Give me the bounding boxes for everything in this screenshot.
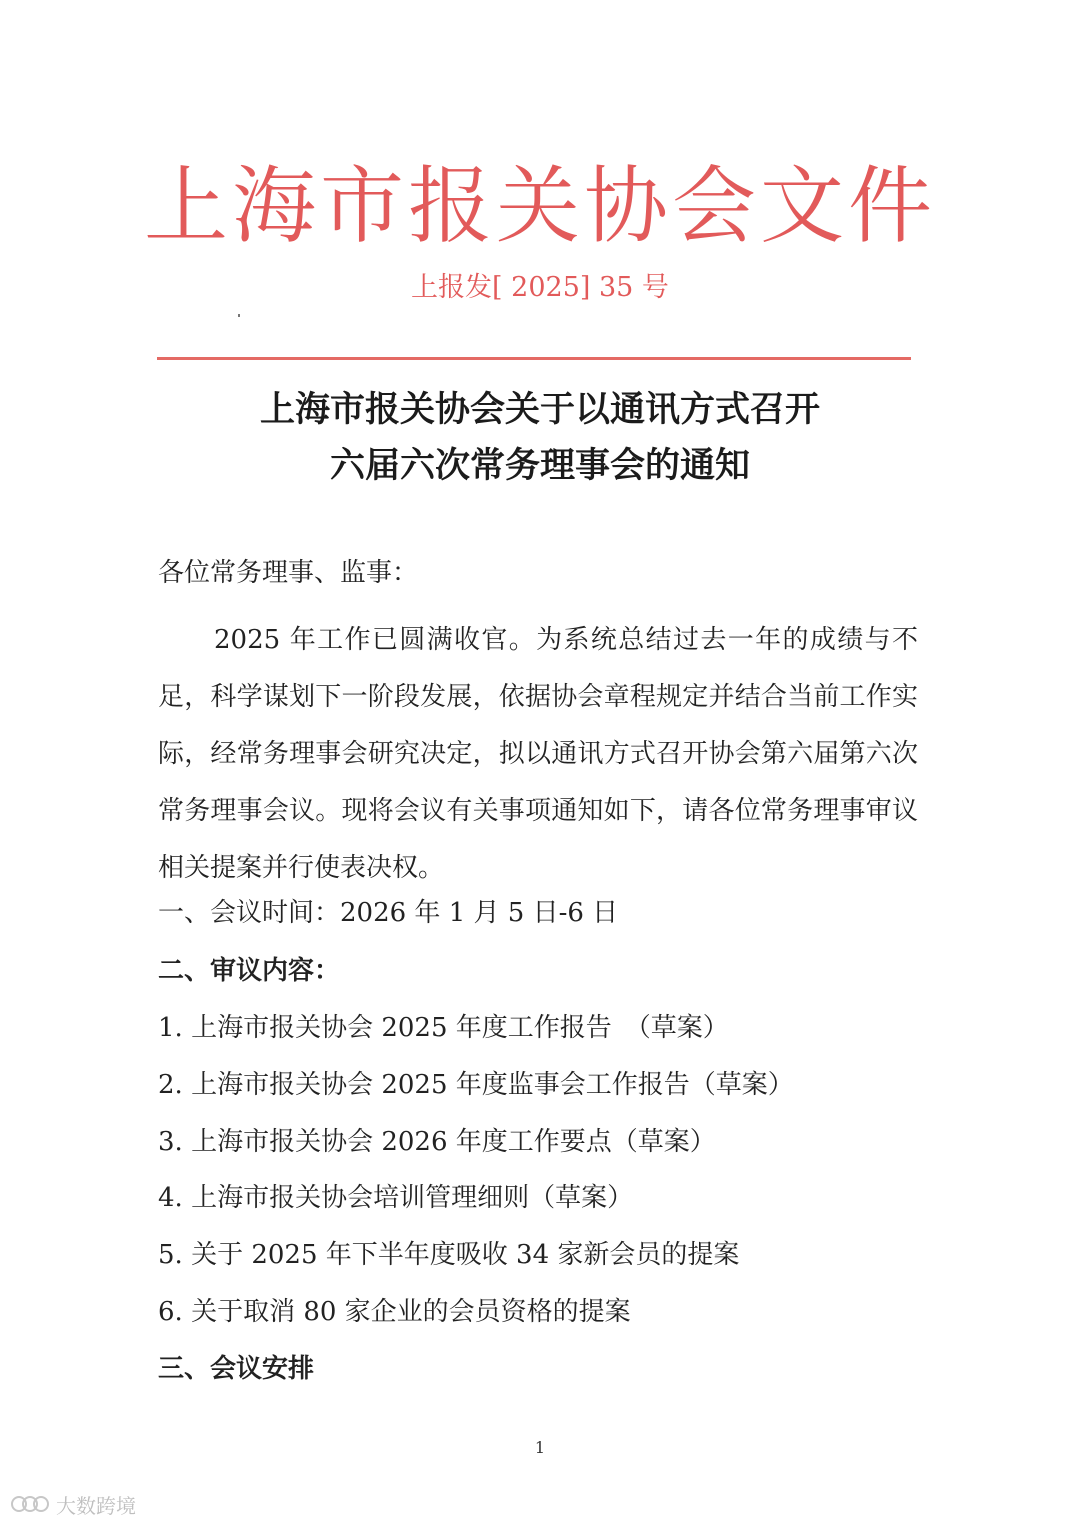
section-meeting-arrangement: 三、会议安排: [158, 1354, 315, 1384]
list-item: 5. 关于 2025 年下半年度吸收 34 家新会员的提案: [158, 1240, 740, 1270]
watermark-logo-icon: [10, 1493, 50, 1515]
list-item: 1. 上海市报关协会 2025 年度工作报告 （草案）: [158, 1013, 729, 1043]
document-number: 上报发[ 2025] 35 号: [411, 272, 669, 303]
scan-speck: [238, 314, 240, 317]
list-item: 2. 上海市报关协会 2025 年度监事会工作报告（草案）: [158, 1070, 794, 1100]
notice-title-line-2: 六届六次常务理事会的通知: [329, 445, 750, 486]
watermark: [10, 1489, 136, 1519]
red-divider-rule: [157, 357, 911, 360]
section-review-content: 二、审议内容：: [158, 956, 341, 986]
list-item: 6. 关于取消 80 家企业的会员资格的提案: [158, 1297, 631, 1327]
salutation: 各位常务理事、监事：: [158, 558, 419, 588]
notice-title-line-1: 上海市报关协会关于以通讯方式召开: [259, 389, 820, 430]
list-item: 4. 上海市报关协会培训管理细则（草案）: [158, 1183, 634, 1213]
notice-title: [0, 382, 1080, 494]
document-header-title: 上海市报关协会文件: [143, 157, 936, 255]
watermark-text: 大数跨境: [56, 1493, 136, 1518]
intro-paragraph: 2025 年工作已圆满收官。为系统总结过去一年的成绩与不足，科学谋划下一阶段发展，依据协会章程规定并结合当前工作实际，经常务理事会研究决定，拟以通讯方式召开协会第六届第六次常务理事会议。现将会议有关事项通知如下，请各位常务理事审议相关提案并行使表决权。: [158, 625, 918, 883]
list-item: 3. 上海市报关协会 2026 年度工作要点（草案）: [158, 1127, 716, 1157]
section-meeting-time: 一、会议时间：2026 年 1 月 5 日-6 日: [158, 898, 619, 928]
page-number: 1: [534, 1438, 546, 1457]
